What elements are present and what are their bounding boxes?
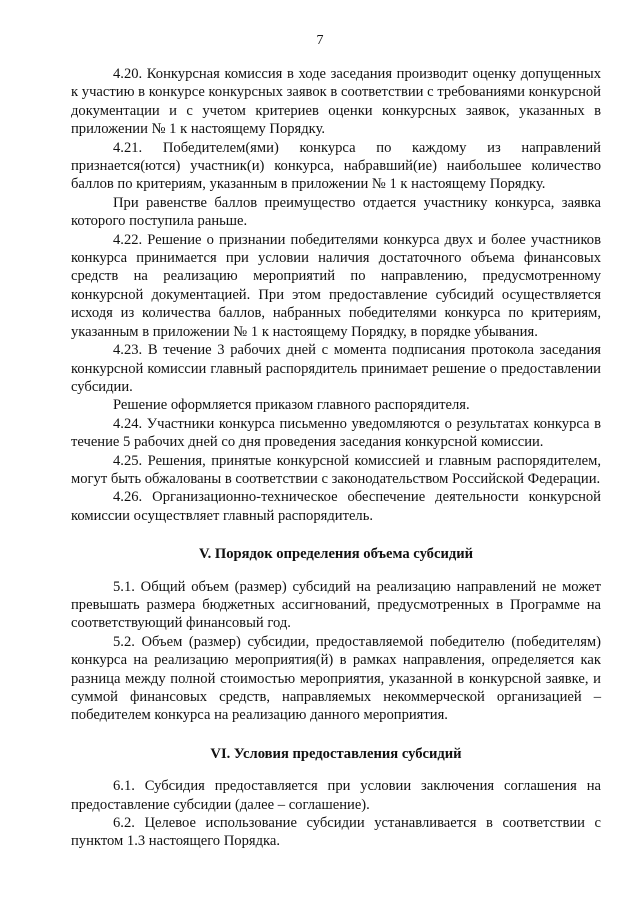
paragraph-4-26: 4.26. Организационно-техническое обеспечение деятельности конкурсной комиссии осуществляет главный распорядитель. [71, 489, 601, 524]
paragraph-4-20: 4.20. Конкурсная комиссия в ходе заседания производит оценку допущенных к участию в конкурсе конкурсных заявок в соответствии с требованиями конкурсной документации и с учетом критериев оценки конкурсных заявок, указанных в приложении № 1 к настоящему Порядку. [71, 66, 601, 138]
section-vi-heading: VI. Условия предоставления субсидий [210, 745, 462, 762]
paragraph-4-25: 4.25. Решения, принятые конкурсной комиссией и главным распорядителем, могут быть обжалованы в соответствии с законодательством Российской Федерации. [71, 452, 601, 487]
paragraph-6-1: 6.1. Субсидия предоставляется при условии заключения соглашения на предоставление субсидии (далее – соглашение). [71, 778, 601, 813]
paragraph-5-2: 5.2. Объем (размер) субсидии, предоставляемой победителю (победителям) конкурса на реализацию мероприятия(й) в рамках направления, определяется как разница между полной стоимостью мероприятия, указанной в конкурсной заявке, и суммой финансовых средств, направляемых некоммерческой организацией – победителем конкурса на реализацию данного мероприятия. [71, 633, 601, 724]
paragraph-decision-order: Решение оформляется приказом главного распорядителя. [113, 397, 470, 414]
paragraph-4-22: 4.22. Решение о признании победителями конкурса двух и более участников конкурса принимается при условии наличия достаточного объема финансовых средств на реализацию мероприятий по направлению, предусмотренному конкурсной документацией. При этом предоставление субсидий осуществляется исходя из количества баллов, набранных победителями конкурса по критериям, указанным в приложении № 1 к настоящему Порядку, в порядке убывания. [71, 231, 601, 340]
document-body [71, 65, 601, 851]
paragraph-tie-rule: При равенстве баллов преимущество отдается участнику конкурса, заявка которого поступила раньше. [71, 194, 601, 230]
section-v-heading: V. Порядок определения объема субсидий [198, 546, 474, 563]
paragraph-4-21: 4.21. Победителем(ями) конкурса по каждому из направлений признается(ются) участник(и) конкурса, набравший(ие) наибольшее количество баллов по критериям, указанным в приложении № 1 к настоящему Порядку. [71, 139, 601, 193]
paragraph-6-2: 6.2. Целевое использование субсидии устанавливается в соответствии с пунктом 1.3 настоящего Порядка. [71, 815, 601, 850]
page-number: 7 [316, 33, 324, 48]
paragraph-5-1: 5.1. Общий объем (размер) субсидий на реализацию направлений не может превышать размера бюджетных ассигнований, предусмотренных в Программе на соответствующий финансовый год. [71, 578, 601, 632]
paragraph-4-24: 4.24. Участники конкурса письменно уведомляются о результатах конкурса в течение 5 рабочих дней со дня проведения заседания конкурсной комиссии. [71, 415, 601, 451]
paragraph-4-23: 4.23. В течение 3 рабочих дней с момента подписания протокола заседания конкурсной комиссии главный распорядитель принимает решение о предоставлении субсидии. [71, 342, 601, 395]
